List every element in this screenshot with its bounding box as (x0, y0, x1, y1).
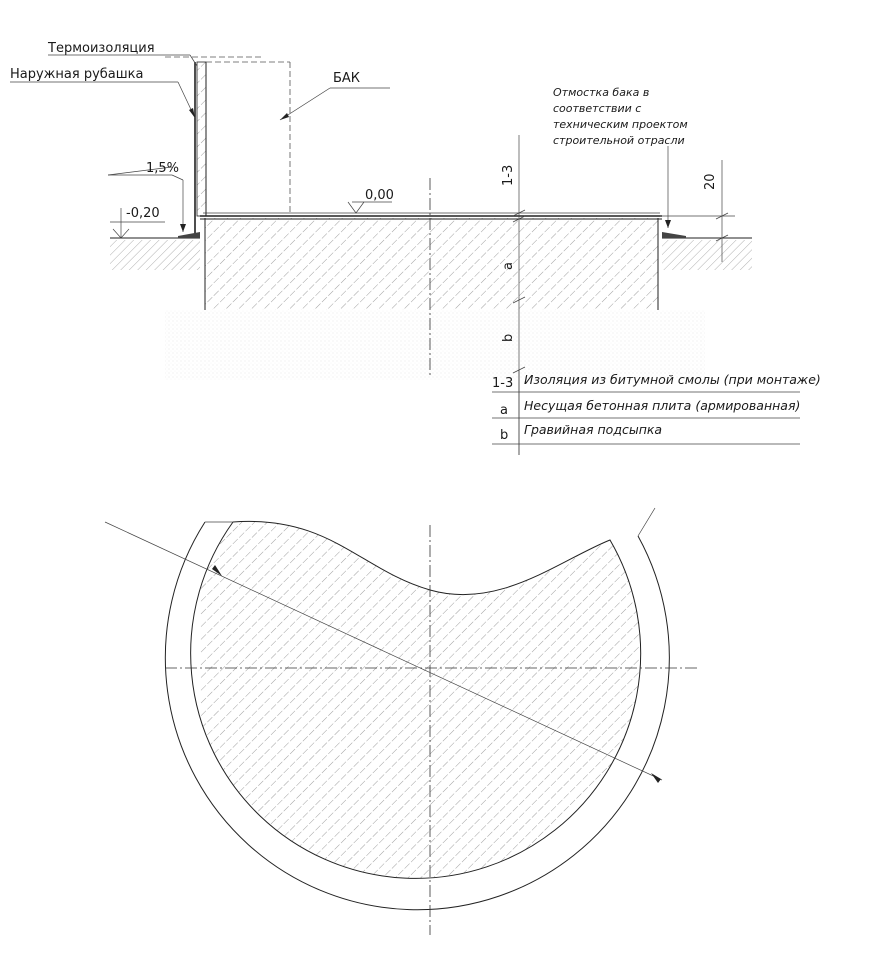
legend-code-3: b (500, 428, 509, 443)
legend-text-3: Гравийная подсыпка (524, 422, 663, 437)
dim-label-b: b (501, 333, 516, 342)
dim-label-1-3: 1-3 (501, 164, 516, 186)
label-thermal-insulation: Термоизоляция (48, 41, 155, 56)
concrete-slab (205, 218, 658, 310)
legend-code-2: a (500, 403, 508, 418)
plan-slab-hatch (200, 500, 680, 920)
section-view (10, 41, 821, 455)
plan-view (105, 500, 700, 935)
gravel-layer (165, 310, 705, 380)
dim-label-20: 20 (703, 173, 718, 190)
note-line-4: строительной отрасли (553, 134, 685, 147)
legend-text-1: Изоляция из битумной смолы (при монтаже) (524, 372, 821, 387)
label-outer-jacket: Наружная рубашка (10, 67, 144, 82)
note-line-1: Отмостка бака в (553, 86, 650, 99)
legend-code-1: 1-3 (492, 376, 514, 391)
note-line-3: техническим проектом (553, 118, 688, 131)
insulation-layer (197, 62, 206, 216)
legend-text-2: Несущая бетонная плита (армированная) (524, 398, 801, 413)
label-slope: 1,5% (146, 161, 180, 176)
dim-label-a: a (501, 262, 516, 270)
label-tank: БАК (333, 71, 361, 86)
label-level-ground: -0,20 (126, 206, 160, 221)
label-level-zero: 0,00 (365, 188, 394, 203)
note-line-2: соответствии с (553, 102, 642, 115)
